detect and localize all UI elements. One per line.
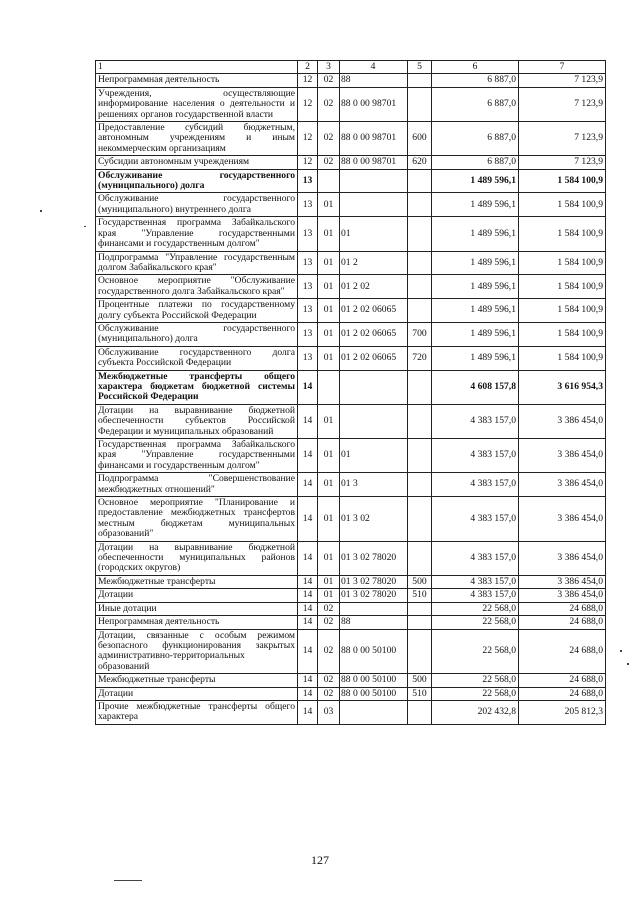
subsection-cell: 01 xyxy=(318,322,340,346)
table-row xyxy=(96,346,606,370)
amount-cell-1: 6 887,0 xyxy=(432,87,519,121)
section-cell: 13 xyxy=(298,322,318,346)
amount-cell-2: 3 386 454,0 xyxy=(519,473,606,497)
amount-cell-2: 7 123,9 xyxy=(519,87,606,121)
subsection-cell: 01 xyxy=(318,497,340,542)
scan-mark xyxy=(627,663,629,665)
amount-cell-2: 205 812,3 xyxy=(519,700,606,724)
amount-cell-2: 3 386 454,0 xyxy=(519,439,606,473)
target-article-cell: 88 0 00 98701 xyxy=(340,156,408,169)
expense-type-cell xyxy=(408,193,432,217)
subsection-cell: 02 xyxy=(318,629,340,674)
scan-mark xyxy=(84,226,86,227)
amount-cell-2: 3 386 454,0 xyxy=(519,589,606,602)
table-row xyxy=(96,629,606,674)
target-article-cell: 01 3 02 78020 xyxy=(340,589,408,602)
column-number-cell: 7 xyxy=(519,61,606,74)
section-cell: 14 xyxy=(298,541,318,575)
expense-type-cell: 510 xyxy=(408,589,432,602)
name-cell: Обслуживание государственного (муниципального) внутреннего долга xyxy=(96,193,298,217)
amount-cell-2: 1 584 100,9 xyxy=(519,217,606,251)
amount-cell-1: 1 489 596,1 xyxy=(432,169,519,193)
amount-cell-2: 1 584 100,9 xyxy=(519,346,606,370)
subsection-cell: 03 xyxy=(318,700,340,724)
amount-cell-2: 1 584 100,9 xyxy=(519,299,606,323)
section-cell: 13 xyxy=(298,251,318,275)
amount-cell-2: 1 584 100,9 xyxy=(519,169,606,193)
table-row xyxy=(96,589,606,602)
subsection-cell: 01 xyxy=(318,575,340,588)
amount-cell-1: 1 489 596,1 xyxy=(432,322,519,346)
expense-type-cell xyxy=(408,541,432,575)
target-article-cell: 01 2 xyxy=(340,251,408,275)
subsection-cell: 01 xyxy=(318,589,340,602)
section-cell: 14 xyxy=(298,439,318,473)
name-cell: Государственная программа Забайкальского края "Управление государственными финансами и государственным долгом" xyxy=(96,217,298,251)
subsection-cell: 02 xyxy=(318,122,340,156)
expense-type-cell: 600 xyxy=(408,122,432,156)
subsection-cell xyxy=(318,370,340,404)
target-article-cell: 01 3 02 xyxy=(340,497,408,542)
name-cell: Дотации, связанные с особым режимом безопасного функционирования закрытых административно-территориальных образований xyxy=(96,629,298,674)
subsection-cell: 01 xyxy=(318,251,340,275)
target-article-cell xyxy=(340,193,408,217)
expense-type-cell xyxy=(408,87,432,121)
expense-type-cell xyxy=(408,275,432,299)
target-article-cell: 01 xyxy=(340,439,408,473)
target-article-cell xyxy=(340,404,408,438)
amount-cell-2: 7 123,9 xyxy=(519,74,606,87)
table-row xyxy=(96,700,606,724)
amount-cell-2: 7 123,9 xyxy=(519,156,606,169)
section-cell: 13 xyxy=(298,217,318,251)
section-cell: 12 xyxy=(298,74,318,87)
name-cell: Межбюджетные трансферты xyxy=(96,674,298,687)
amount-cell-1: 22 568,0 xyxy=(432,616,519,629)
target-article-cell xyxy=(340,370,408,404)
amount-cell-2: 1 584 100,9 xyxy=(519,275,606,299)
amount-cell-2: 7 123,9 xyxy=(519,122,606,156)
table-row xyxy=(96,674,606,687)
amount-cell-1: 6 887,0 xyxy=(432,122,519,156)
subsection-cell: 02 xyxy=(318,674,340,687)
target-article-cell: 01 3 xyxy=(340,473,408,497)
section-cell: 13 xyxy=(298,193,318,217)
expense-type-cell xyxy=(408,497,432,542)
target-article-cell xyxy=(340,169,408,193)
section-cell: 12 xyxy=(298,156,318,169)
target-article-cell xyxy=(340,602,408,615)
column-number-cell: 2 xyxy=(298,61,318,74)
expense-type-cell xyxy=(408,74,432,87)
header-row xyxy=(96,61,606,74)
table-row xyxy=(96,322,606,346)
subsection-cell: 01 xyxy=(318,299,340,323)
section-cell: 14 xyxy=(298,629,318,674)
subsection-cell: 02 xyxy=(318,156,340,169)
subsection-cell: 02 xyxy=(318,74,340,87)
target-article-cell xyxy=(340,700,408,724)
amount-cell-2: 24 688,0 xyxy=(519,616,606,629)
section-cell: 14 xyxy=(298,700,318,724)
page-number: 127 xyxy=(311,853,329,867)
section-cell: 14 xyxy=(298,370,318,404)
subsection-cell: 01 xyxy=(318,217,340,251)
section-cell: 14 xyxy=(298,589,318,602)
subsection-cell: 01 xyxy=(318,439,340,473)
table-row xyxy=(96,575,606,588)
subsection-cell: 02 xyxy=(318,616,340,629)
name-cell: Непрограммная деятельность xyxy=(96,616,298,629)
name-cell: Межбюджетные трансферты xyxy=(96,575,298,588)
section-cell: 12 xyxy=(298,87,318,121)
table-row xyxy=(96,497,606,542)
amount-cell-2: 3 386 454,0 xyxy=(519,497,606,542)
subsection-cell: 02 xyxy=(318,87,340,121)
subsection-cell: 01 xyxy=(318,473,340,497)
section-cell: 14 xyxy=(298,497,318,542)
name-cell: Подпрограмма "Управление государственным долгом Забайкальского края" xyxy=(96,251,298,275)
target-article-cell: 88 0 00 50100 xyxy=(340,687,408,700)
scan-mark xyxy=(40,210,42,212)
table-row xyxy=(96,370,606,404)
table-row xyxy=(96,193,606,217)
expense-type-cell xyxy=(408,439,432,473)
expense-type-cell xyxy=(408,473,432,497)
amount-cell-1: 4 383 157,0 xyxy=(432,404,519,438)
subsection-cell: 02 xyxy=(318,687,340,700)
table-row xyxy=(96,616,606,629)
table-row xyxy=(96,541,606,575)
name-cell: Государственная программа Забайкальского края "Управление государственными финансами и государственным долгом" xyxy=(96,439,298,473)
column-number-cell: 1 xyxy=(96,61,298,74)
section-cell: 13 xyxy=(298,346,318,370)
section-cell: 14 xyxy=(298,602,318,615)
amount-cell-1: 6 887,0 xyxy=(432,156,519,169)
subsection-cell: 01 xyxy=(318,193,340,217)
amount-cell-1: 4 383 157,0 xyxy=(432,589,519,602)
expense-type-cell xyxy=(408,616,432,629)
name-cell: Субсидии автономным учреждениям xyxy=(96,156,298,169)
section-cell: 13 xyxy=(298,275,318,299)
section-cell: 14 xyxy=(298,575,318,588)
column-number-cell: 4 xyxy=(340,61,408,74)
amount-cell-1: 202 432,8 xyxy=(432,700,519,724)
subsection-cell xyxy=(318,169,340,193)
target-article-cell: 01 2 02 06065 xyxy=(340,299,408,323)
subsection-cell: 02 xyxy=(318,602,340,615)
target-article-cell: 01 2 02 06065 xyxy=(340,346,408,370)
budget-table xyxy=(95,60,606,725)
expense-type-cell: 510 xyxy=(408,687,432,700)
column-number-cell: 5 xyxy=(408,61,432,74)
amount-cell-1: 22 568,0 xyxy=(432,687,519,700)
target-article-cell: 01 3 02 78020 xyxy=(340,541,408,575)
amount-cell-2: 3 616 954,3 xyxy=(519,370,606,404)
table-row xyxy=(96,439,606,473)
expense-type-cell: 500 xyxy=(408,575,432,588)
section-cell: 13 xyxy=(298,169,318,193)
table-row xyxy=(96,275,606,299)
name-cell: Обслуживание государственного (муниципального) долга xyxy=(96,322,298,346)
name-cell: Обслуживание государственного (муниципального) долга xyxy=(96,169,298,193)
target-article-cell: 88 xyxy=(340,616,408,629)
target-article-cell: 01 3 02 78020 xyxy=(340,575,408,588)
amount-cell-1: 4 383 157,0 xyxy=(432,473,519,497)
amount-cell-2: 1 584 100,9 xyxy=(519,251,606,275)
amount-cell-1: 6 887,0 xyxy=(432,74,519,87)
section-cell: 12 xyxy=(298,122,318,156)
subsection-cell: 01 xyxy=(318,346,340,370)
scan-mark xyxy=(114,880,142,881)
amount-cell-2: 1 584 100,9 xyxy=(519,193,606,217)
amount-cell-1: 4 383 157,0 xyxy=(432,575,519,588)
name-cell: Дотации xyxy=(96,589,298,602)
amount-cell-1: 4 608 157,8 xyxy=(432,370,519,404)
subsection-cell: 01 xyxy=(318,275,340,299)
table-row xyxy=(96,156,606,169)
column-number-cell: 6 xyxy=(432,61,519,74)
name-cell: Предоставление субсидий бюджетным, автономным учреждениям и иным некоммерческим организациям xyxy=(96,122,298,156)
table-row xyxy=(96,299,606,323)
name-cell: Иные дотации xyxy=(96,602,298,615)
expense-type-cell xyxy=(408,629,432,674)
expense-type-cell xyxy=(408,370,432,404)
section-cell: 14 xyxy=(298,674,318,687)
section-cell: 14 xyxy=(298,616,318,629)
amount-cell-1: 4 383 157,0 xyxy=(432,497,519,542)
amount-cell-1: 1 489 596,1 xyxy=(432,217,519,251)
amount-cell-1: 1 489 596,1 xyxy=(432,193,519,217)
name-cell: Учреждения, осуществляющие информирование населения о деятельности и решениях органов государственной власти xyxy=(96,87,298,121)
name-cell: Подпрограмма "Совершенствование межбюджетных отношений" xyxy=(96,473,298,497)
table-row xyxy=(96,87,606,121)
expense-type-cell: 620 xyxy=(408,156,432,169)
target-article-cell: 88 0 00 50100 xyxy=(340,674,408,687)
table-row xyxy=(96,122,606,156)
amount-cell-1: 1 489 596,1 xyxy=(432,346,519,370)
table-row xyxy=(96,473,606,497)
name-cell: Межбюджетные трансферты общего характера бюджетам бюджетной системы Российской Федерации xyxy=(96,370,298,404)
scan-mark xyxy=(620,650,622,652)
amount-cell-1: 22 568,0 xyxy=(432,629,519,674)
amount-cell-2: 1 584 100,9 xyxy=(519,322,606,346)
name-cell: Обслуживание государственного долга субъекта Российской Федерации xyxy=(96,346,298,370)
subsection-cell: 01 xyxy=(318,541,340,575)
section-cell: 14 xyxy=(298,473,318,497)
section-cell: 14 xyxy=(298,687,318,700)
amount-cell-1: 22 568,0 xyxy=(432,674,519,687)
name-cell: Основное мероприятие "Обслуживание государственного долга Забайкальского края" xyxy=(96,275,298,299)
name-cell: Дотации на выравнивание бюджетной обеспеченности муниципальных районов (городских округов) xyxy=(96,541,298,575)
target-article-cell: 88 0 00 50100 xyxy=(340,629,408,674)
table-row xyxy=(96,404,606,438)
amount-cell-2: 24 688,0 xyxy=(519,687,606,700)
amount-cell-1: 4 383 157,0 xyxy=(432,439,519,473)
amount-cell-1: 4 383 157,0 xyxy=(432,541,519,575)
amount-cell-2: 3 386 454,0 xyxy=(519,404,606,438)
table-row xyxy=(96,169,606,193)
expense-type-cell: 720 xyxy=(408,346,432,370)
table-row xyxy=(96,602,606,615)
name-cell: Дотации на выравнивание бюджетной обеспеченности субъектов Российской Федерации и муниципальных образований xyxy=(96,404,298,438)
target-article-cell: 01 2 02 06065 xyxy=(340,322,408,346)
table-row xyxy=(96,217,606,251)
target-article-cell: 88 0 00 98701 xyxy=(340,87,408,121)
amount-cell-1: 22 568,0 xyxy=(432,602,519,615)
name-cell: Прочие межбюджетные трансферты общего характера xyxy=(96,700,298,724)
target-article-cell: 88 0 00 98701 xyxy=(340,122,408,156)
name-cell: Процентные платежи по государственному долгу субъекта Российской Федерации xyxy=(96,299,298,323)
subsection-cell: 01 xyxy=(318,404,340,438)
amount-cell-2: 3 386 454,0 xyxy=(519,575,606,588)
amount-cell-2: 24 688,0 xyxy=(519,674,606,687)
expense-type-cell xyxy=(408,700,432,724)
amount-cell-1: 1 489 596,1 xyxy=(432,275,519,299)
expense-type-cell xyxy=(408,299,432,323)
expense-type-cell xyxy=(408,169,432,193)
amount-cell-1: 1 489 596,1 xyxy=(432,299,519,323)
name-cell: Дотации xyxy=(96,687,298,700)
expense-type-cell xyxy=(408,217,432,251)
table-row xyxy=(96,74,606,87)
section-cell: 13 xyxy=(298,299,318,323)
section-cell: 14 xyxy=(298,404,318,438)
name-cell: Непрограммная деятельность xyxy=(96,74,298,87)
target-article-cell: 01 2 02 xyxy=(340,275,408,299)
expense-type-cell xyxy=(408,404,432,438)
amount-cell-1: 1 489 596,1 xyxy=(432,251,519,275)
amount-cell-2: 24 688,0 xyxy=(519,602,606,615)
expense-type-cell: 700 xyxy=(408,322,432,346)
table-row xyxy=(96,251,606,275)
target-article-cell: 88 xyxy=(340,74,408,87)
amount-cell-2: 3 386 454,0 xyxy=(519,541,606,575)
column-number-cell: 3 xyxy=(318,61,340,74)
expense-type-cell: 500 xyxy=(408,674,432,687)
amount-cell-2: 24 688,0 xyxy=(519,629,606,674)
name-cell: Основное мероприятие "Планирование и предоставление межбюджетных трансфертов местным бюджетам муниципальных образований" xyxy=(96,497,298,542)
table-row xyxy=(96,687,606,700)
target-article-cell: 01 xyxy=(340,217,408,251)
expense-type-cell xyxy=(408,251,432,275)
expense-type-cell xyxy=(408,602,432,615)
